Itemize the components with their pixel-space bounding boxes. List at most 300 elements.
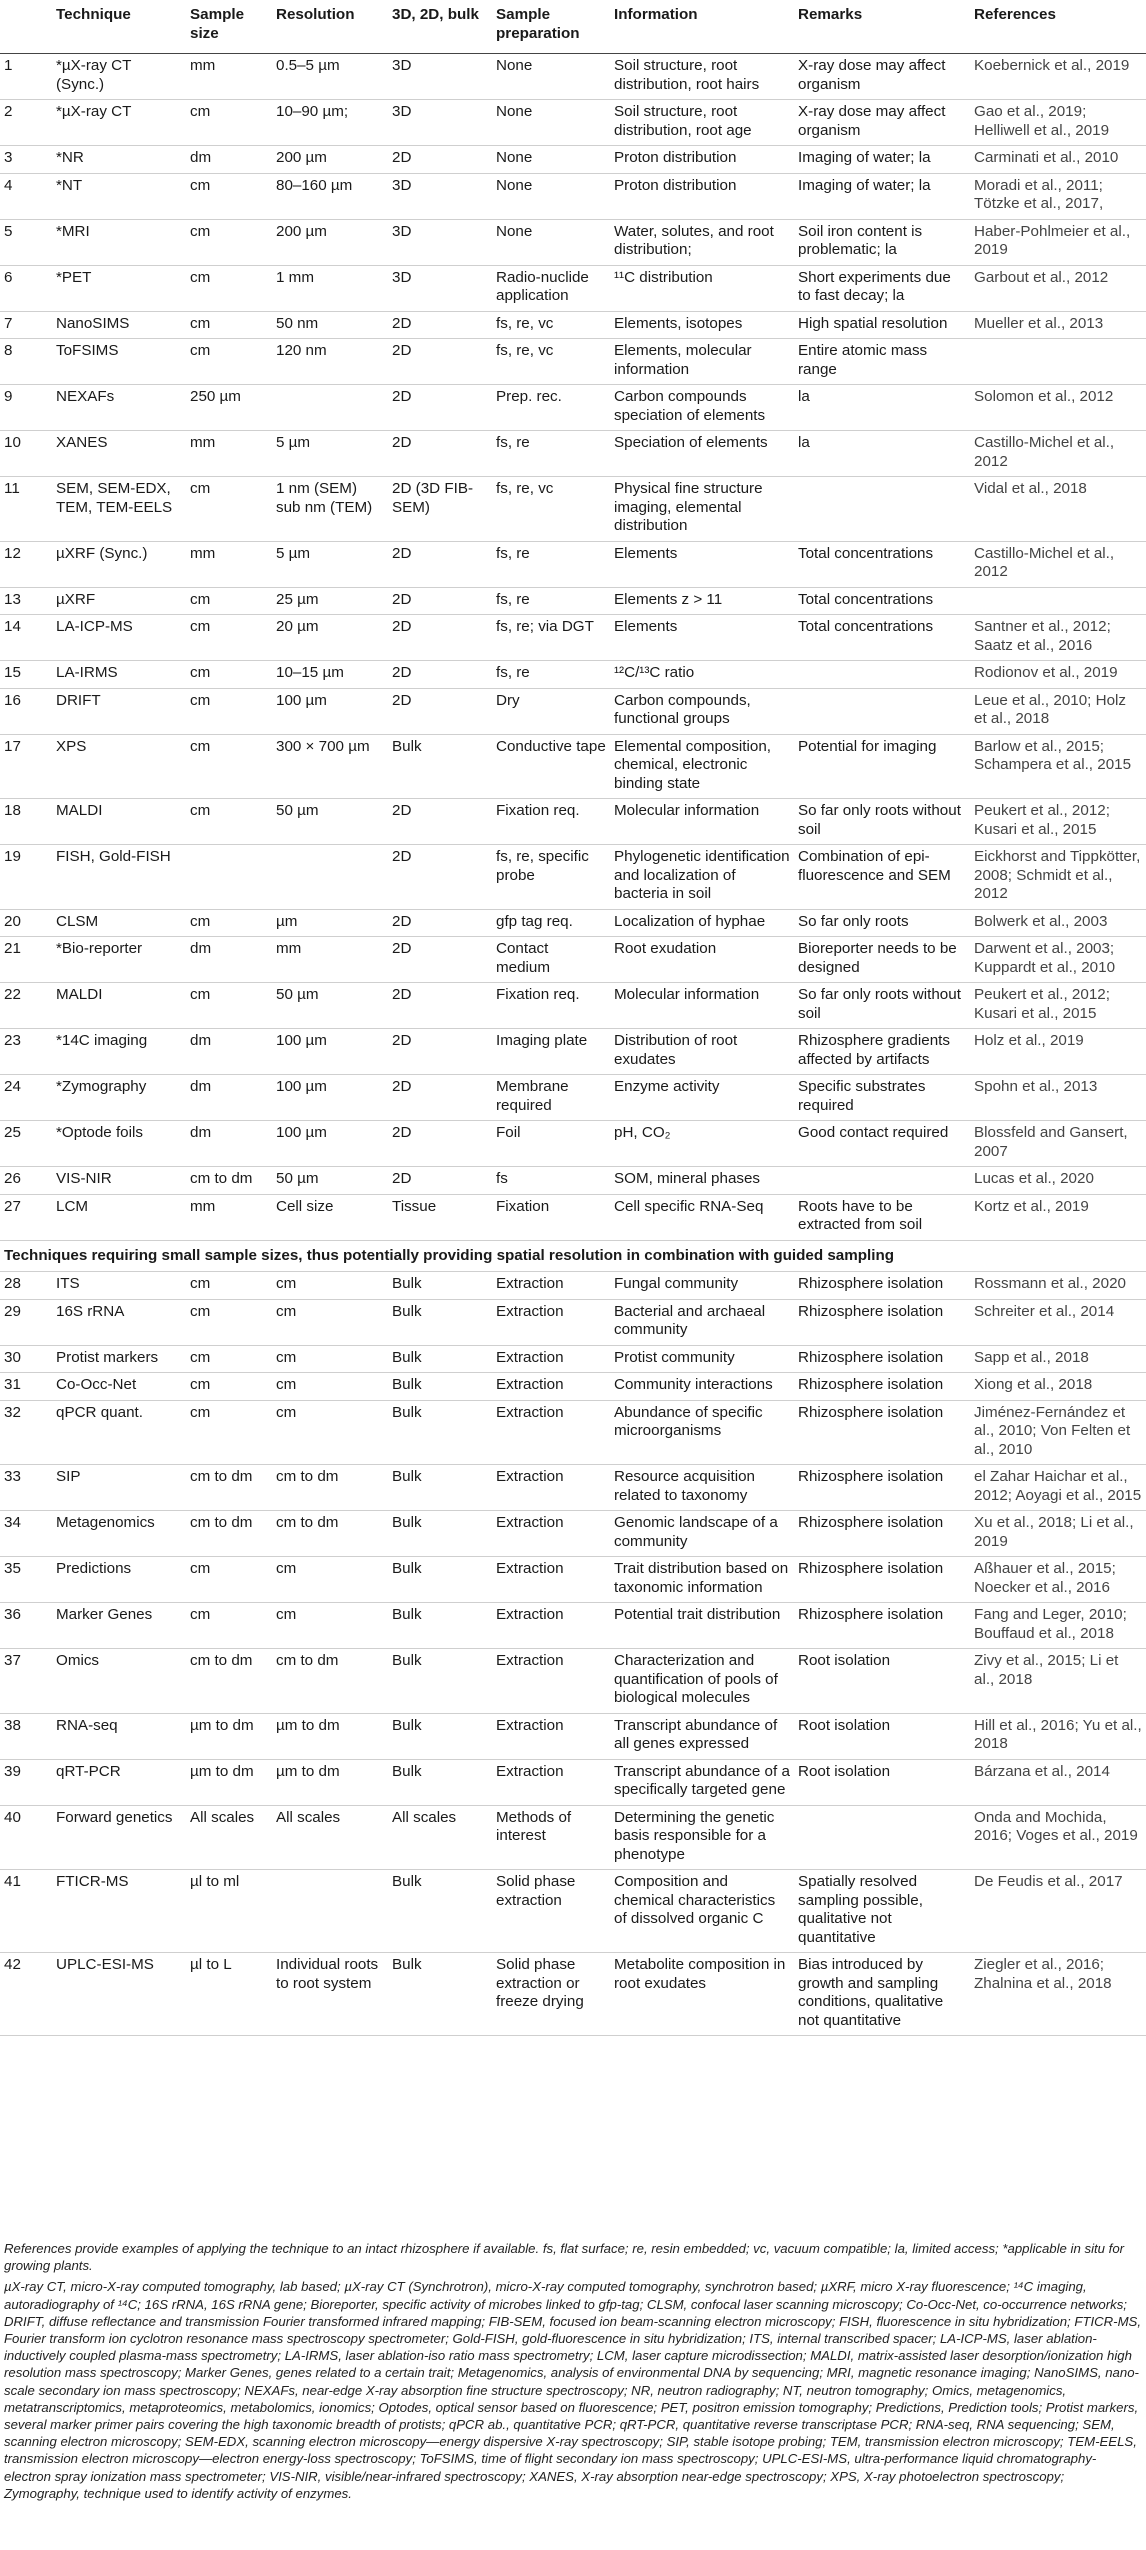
dimension-cell: 2D: [388, 937, 492, 983]
row-number: 14: [0, 615, 52, 661]
technique-cell: *Bio-reporter: [52, 937, 186, 983]
references-cell: Aßhauer et al., 2015; Noecker et al., 2016: [970, 1557, 1146, 1603]
section-header-row: [0, 1240, 1146, 1272]
references-cell: Bolwerk et al., 2003: [970, 909, 1146, 937]
technique-cell: *NR: [52, 146, 186, 174]
technique-cell: *Optode foils: [52, 1121, 186, 1167]
remarks-cell: Total concentrations: [794, 587, 970, 615]
preparation-cell: fs, re, vc: [492, 311, 610, 339]
preparation-cell: Methods of interest: [492, 1805, 610, 1870]
row-number: 2: [0, 100, 52, 146]
table-row: [0, 983, 1146, 1029]
footnote-references: References provide examples of applying the technique to an intact rhizosphere if available. fs, flat surface; re, resin embedded; vc, vacuum compatible; la, limited access; *applicable in situ for growing plants.: [4, 2241, 1125, 2274]
dimension-cell: 2D: [388, 688, 492, 734]
technique-cell: CLSM: [52, 909, 186, 937]
preparation-cell: fs, re: [492, 661, 610, 689]
row-number: 38: [0, 1713, 52, 1759]
remarks-cell: Rhizosphere isolation: [794, 1557, 970, 1603]
row-number: 31: [0, 1373, 52, 1401]
remarks-cell: Bias introduced by growth and sampling conditions, qualitative not quantitative: [794, 1953, 970, 2036]
dimension-cell: 3D: [388, 219, 492, 265]
references-cell: Koebernick et al., 2019: [970, 54, 1146, 100]
table-row: [0, 311, 1146, 339]
resolution-cell: 50 nm: [272, 311, 388, 339]
table-section: [0, 1240, 1146, 1272]
references-cell: Xu et al., 2018; Li et al., 2019: [970, 1511, 1146, 1557]
dimension-cell: Bulk: [388, 1345, 492, 1373]
remarks-cell: Total concentrations: [794, 541, 970, 587]
preparation-cell: Solid phase extraction or freeze drying: [492, 1953, 610, 2036]
dimension-cell: 2D: [388, 339, 492, 385]
resolution-cell: Cell size: [272, 1194, 388, 1240]
dimension-cell: 2D: [388, 845, 492, 910]
information-cell: Trait distribution based on taxonomic information: [610, 1557, 794, 1603]
information-cell: Protist community: [610, 1345, 794, 1373]
row-number: 21: [0, 937, 52, 983]
preparation-cell: Extraction: [492, 1299, 610, 1345]
row-number: 39: [0, 1759, 52, 1805]
dimension-cell: 2D: [388, 799, 492, 845]
table-row: [0, 100, 1146, 146]
row-number: 9: [0, 385, 52, 431]
remarks-cell: Total concentrations: [794, 615, 970, 661]
information-cell: Carbon compounds, functional groups: [610, 688, 794, 734]
remarks-cell: Spatially resolved sampling possible, qualitative not quantitative: [794, 1870, 970, 1953]
technique-cell: qPCR quant.: [52, 1400, 186, 1465]
dimension-cell: 3D: [388, 265, 492, 311]
sample-size-cell: cm to dm: [186, 1649, 272, 1714]
references-cell: Garbout et al., 2012: [970, 265, 1146, 311]
information-cell: Metabolite composition in root exudates: [610, 1953, 794, 2036]
references-cell: Spohn et al., 2013: [970, 1075, 1146, 1121]
row-number: 12: [0, 541, 52, 587]
table-footnotes: [4, 2240, 1142, 2506]
sample-size-cell: cm: [186, 688, 272, 734]
row-number: 3: [0, 146, 52, 174]
information-cell: Physical fine structure imaging, elemental distribution: [610, 477, 794, 542]
resolution-cell: cm: [272, 1299, 388, 1345]
technique-cell: NanoSIMS: [52, 311, 186, 339]
references-cell: Carminati et al., 2010: [970, 146, 1146, 174]
dimension-cell: 2D: [388, 311, 492, 339]
remarks-cell: So far only roots without soil: [794, 983, 970, 1029]
remarks-cell: So far only roots without soil: [794, 799, 970, 845]
table-row: [0, 615, 1146, 661]
remarks-cell: Rhizosphere isolation: [794, 1299, 970, 1345]
information-cell: Transcript abundance of all genes expressed: [610, 1713, 794, 1759]
technique-cell: Metagenomics: [52, 1511, 186, 1557]
preparation-cell: Fixation req.: [492, 983, 610, 1029]
information-cell: Composition and chemical characteristics of dissolved organic C: [610, 1870, 794, 1953]
information-cell: Molecular information: [610, 799, 794, 845]
sample-size-cell: cm: [186, 265, 272, 311]
row-number: 27: [0, 1194, 52, 1240]
table-row: [0, 587, 1146, 615]
resolution-cell: Individual roots to root system: [272, 1953, 388, 2036]
table-header-row: [0, 0, 1146, 54]
table-row: [0, 1805, 1146, 1870]
preparation-cell: fs, re: [492, 541, 610, 587]
sample-size-cell: 250 µm: [186, 385, 272, 431]
references-cell: Ziegler et al., 2016; Zhalnina et al., 2018: [970, 1953, 1146, 2036]
table-row: [0, 1194, 1146, 1240]
resolution-cell: cm to dm: [272, 1649, 388, 1714]
resolution-cell: 10–90 µm;: [272, 100, 388, 146]
preparation-cell: fs, re, specific probe: [492, 845, 610, 910]
header-technique: Technique: [52, 0, 186, 54]
technique-cell: µXRF: [52, 587, 186, 615]
references-cell: Castillo-Michel et al., 2012: [970, 431, 1146, 477]
remarks-cell: la: [794, 385, 970, 431]
row-number: 40: [0, 1805, 52, 1870]
row-number: 32: [0, 1400, 52, 1465]
table-row: [0, 385, 1146, 431]
resolution-cell: 20 µm: [272, 615, 388, 661]
remarks-cell: So far only roots: [794, 909, 970, 937]
row-number: 16: [0, 688, 52, 734]
information-cell: Root exudation: [610, 937, 794, 983]
dimension-cell: Bulk: [388, 1557, 492, 1603]
dimension-cell: Bulk: [388, 734, 492, 799]
row-number: 15: [0, 661, 52, 689]
remarks-cell: Potential for imaging: [794, 734, 970, 799]
sample-size-cell: mm: [186, 1194, 272, 1240]
preparation-cell: Extraction: [492, 1373, 610, 1401]
technique-cell: *µX-ray CT (Sync.): [52, 54, 186, 100]
information-cell: Elements, isotopes: [610, 311, 794, 339]
preparation-cell: Contact medium: [492, 937, 610, 983]
sample-size-cell: cm: [186, 311, 272, 339]
table-row: [0, 1649, 1146, 1714]
information-cell: pH, CO₂: [610, 1121, 794, 1167]
preparation-cell: Extraction: [492, 1345, 610, 1373]
dimension-cell: Bulk: [388, 1603, 492, 1649]
technique-cell: NEXAFs: [52, 385, 186, 431]
table-row: [0, 937, 1146, 983]
technique-cell: ITS: [52, 1272, 186, 1300]
references-cell: [970, 587, 1146, 615]
information-cell: Phylogenetic identification and localization of bacteria in soil: [610, 845, 794, 910]
table-row: [0, 1511, 1146, 1557]
remarks-cell: Root isolation: [794, 1713, 970, 1759]
preparation-cell: None: [492, 54, 610, 100]
sample-size-cell: [186, 845, 272, 910]
dimension-cell: 2D: [388, 385, 492, 431]
references-cell: Bárzana et al., 2014: [970, 1759, 1146, 1805]
preparation-cell: Fixation: [492, 1194, 610, 1240]
resolution-cell: 50 µm: [272, 983, 388, 1029]
dimension-cell: 3D: [388, 54, 492, 100]
sample-size-cell: cm: [186, 1345, 272, 1373]
resolution-cell: µm to dm: [272, 1713, 388, 1759]
information-cell: Abundance of specific microorganisms: [610, 1400, 794, 1465]
remarks-cell: [794, 661, 970, 689]
dimension-cell: Bulk: [388, 1953, 492, 2036]
remarks-cell: la: [794, 431, 970, 477]
references-cell: Gao et al., 2019; Helliwell et al., 2019: [970, 100, 1146, 146]
row-number: 17: [0, 734, 52, 799]
information-cell: ¹²C/¹³C ratio: [610, 661, 794, 689]
sample-size-cell: dm: [186, 1075, 272, 1121]
dimension-cell: 2D: [388, 146, 492, 174]
dimension-cell: Bulk: [388, 1511, 492, 1557]
preparation-cell: Extraction: [492, 1400, 610, 1465]
dimension-cell: Bulk: [388, 1373, 492, 1401]
information-cell: Elements: [610, 615, 794, 661]
remarks-cell: [794, 1167, 970, 1195]
information-cell: Soil structure, root distribution, root hairs: [610, 54, 794, 100]
technique-cell: DRIFT: [52, 688, 186, 734]
row-number: 36: [0, 1603, 52, 1649]
technique-cell: *MRI: [52, 219, 186, 265]
resolution-cell: 200 µm: [272, 219, 388, 265]
remarks-cell: High spatial resolution: [794, 311, 970, 339]
sample-size-cell: cm: [186, 1272, 272, 1300]
resolution-cell: [272, 845, 388, 910]
preparation-cell: Radio-nuclide application: [492, 265, 610, 311]
table-row: [0, 1299, 1146, 1345]
sample-size-cell: cm: [186, 1557, 272, 1603]
row-number: 33: [0, 1465, 52, 1511]
references-cell: Schreiter et al., 2014: [970, 1299, 1146, 1345]
sample-size-cell: cm: [186, 615, 272, 661]
preparation-cell: Extraction: [492, 1272, 610, 1300]
technique-cell: XPS: [52, 734, 186, 799]
resolution-cell: 25 µm: [272, 587, 388, 615]
sample-size-cell: µm to dm: [186, 1713, 272, 1759]
row-number: 23: [0, 1029, 52, 1075]
remarks-cell: Roots have to be extracted from soil: [794, 1194, 970, 1240]
sample-size-cell: cm: [186, 477, 272, 542]
preparation-cell: Extraction: [492, 1465, 610, 1511]
resolution-cell: 120 nm: [272, 339, 388, 385]
remarks-cell: Rhizosphere isolation: [794, 1511, 970, 1557]
sample-size-cell: cm: [186, 173, 272, 219]
resolution-cell: 100 µm: [272, 1121, 388, 1167]
dimension-cell: 2D: [388, 541, 492, 587]
row-number: 22: [0, 983, 52, 1029]
table-row: [0, 219, 1146, 265]
table-row: [0, 1075, 1146, 1121]
references-cell: Leue et al., 2010; Holz et al., 2018: [970, 688, 1146, 734]
table-row: [0, 688, 1146, 734]
preparation-cell: Extraction: [492, 1649, 610, 1714]
section-title: Techniques requiring small sample sizes, thus potentially providing spatial resolution in combination with guided sampling: [0, 1240, 1146, 1272]
references-cell: Darwent et al., 2003; Kuppardt et al., 2010: [970, 937, 1146, 983]
information-cell: ¹¹C distribution: [610, 265, 794, 311]
preparation-cell: Extraction: [492, 1603, 610, 1649]
dimension-cell: 2D: [388, 1029, 492, 1075]
technique-cell: *PET: [52, 265, 186, 311]
references-cell: Peukert et al., 2012; Kusari et al., 2015: [970, 799, 1146, 845]
sample-size-cell: µl to L: [186, 1953, 272, 2036]
references-cell: Fang and Leger, 2010; Bouffaud et al., 2018: [970, 1603, 1146, 1649]
table-row: [0, 799, 1146, 845]
resolution-cell: 200 µm: [272, 146, 388, 174]
remarks-cell: Rhizosphere isolation: [794, 1465, 970, 1511]
information-cell: Proton distribution: [610, 146, 794, 174]
row-number: 8: [0, 339, 52, 385]
resolution-cell: 100 µm: [272, 1075, 388, 1121]
sample-size-cell: cm: [186, 1299, 272, 1345]
references-cell: Santner et al., 2012; Saatz et al., 2016: [970, 615, 1146, 661]
row-number: 5: [0, 219, 52, 265]
table-row: [0, 477, 1146, 542]
preparation-cell: Extraction: [492, 1511, 610, 1557]
table-row: [0, 909, 1146, 937]
technique-cell: SEM, SEM-EDX, TEM, TEM-EELS: [52, 477, 186, 542]
sample-size-cell: dm: [186, 1029, 272, 1075]
technique-cell: Co-Occ-Net: [52, 1373, 186, 1401]
technique-cell: Omics: [52, 1649, 186, 1714]
information-cell: Proton distribution: [610, 173, 794, 219]
header-num: [0, 0, 52, 54]
technique-cell: SIP: [52, 1465, 186, 1511]
table-row: [0, 734, 1146, 799]
information-cell: Potential trait distribution: [610, 1603, 794, 1649]
table-row: [0, 1557, 1146, 1603]
table-row: [0, 1121, 1146, 1167]
preparation-cell: Fixation req.: [492, 799, 610, 845]
sample-size-cell: cm: [186, 734, 272, 799]
header-sample-size: Sample size: [186, 0, 272, 54]
technique-cell: MALDI: [52, 983, 186, 1029]
sample-size-cell: cm: [186, 219, 272, 265]
dimension-cell: 3D: [388, 100, 492, 146]
technique-cell: Predictions: [52, 1557, 186, 1603]
header-sample-preparation: Sample preparation: [492, 0, 610, 54]
technique-cell: *14C imaging: [52, 1029, 186, 1075]
remarks-cell: Short experiments due to fast decay; la: [794, 265, 970, 311]
information-cell: Determining the genetic basis responsible for a phenotype: [610, 1805, 794, 1870]
row-number: 4: [0, 173, 52, 219]
preparation-cell: None: [492, 146, 610, 174]
table-row: [0, 1167, 1146, 1195]
dimension-cell: Bulk: [388, 1649, 492, 1714]
information-cell: Genomic landscape of a community: [610, 1511, 794, 1557]
resolution-cell: 5 µm: [272, 431, 388, 477]
header-resolution: Resolution: [272, 0, 388, 54]
resolution-cell: mm: [272, 937, 388, 983]
information-cell: Water, solutes, and root distribution;: [610, 219, 794, 265]
references-cell: Vidal et al., 2018: [970, 477, 1146, 542]
remarks-cell: Specific substrates required: [794, 1075, 970, 1121]
technique-cell: LCM: [52, 1194, 186, 1240]
resolution-cell: 10–15 µm: [272, 661, 388, 689]
resolution-cell: All scales: [272, 1805, 388, 1870]
preparation-cell: None: [492, 100, 610, 146]
table-row: [0, 339, 1146, 385]
resolution-cell: 100 µm: [272, 1029, 388, 1075]
information-cell: Localization of hyphae: [610, 909, 794, 937]
dimension-cell: 2D: [388, 909, 492, 937]
technique-cell: 16S rRNA: [52, 1299, 186, 1345]
technique-cell: Forward genetics: [52, 1805, 186, 1870]
table-row: [0, 1870, 1146, 1953]
preparation-cell: fs, re; via DGT: [492, 615, 610, 661]
resolution-cell: 1 mm: [272, 265, 388, 311]
preparation-cell: Imaging plate: [492, 1029, 610, 1075]
technique-cell: Marker Genes: [52, 1603, 186, 1649]
sample-size-cell: cm: [186, 1400, 272, 1465]
resolution-cell: µm to dm: [272, 1759, 388, 1805]
resolution-cell: µm: [272, 909, 388, 937]
preparation-cell: Extraction: [492, 1713, 610, 1759]
technique-cell: ToFSIMS: [52, 339, 186, 385]
preparation-cell: Extraction: [492, 1557, 610, 1603]
preparation-cell: Foil: [492, 1121, 610, 1167]
preparation-cell: Prep. rec.: [492, 385, 610, 431]
technique-cell: XANES: [52, 431, 186, 477]
information-cell: Soil structure, root distribution, root age: [610, 100, 794, 146]
technique-cell: FTICR-MS: [52, 1870, 186, 1953]
preparation-cell: fs, re: [492, 431, 610, 477]
remarks-cell: X-ray dose may affect organism: [794, 54, 970, 100]
resolution-cell: 5 µm: [272, 541, 388, 587]
information-cell: Resource acquisition related to taxonomy: [610, 1465, 794, 1511]
dimension-cell: 2D: [388, 431, 492, 477]
technique-cell: RNA-seq: [52, 1713, 186, 1759]
preparation-cell: Extraction: [492, 1759, 610, 1805]
resolution-cell: 0.5–5 µm: [272, 54, 388, 100]
references-cell: De Feudis et al., 2017: [970, 1870, 1146, 1953]
dimension-cell: 3D: [388, 173, 492, 219]
technique-cell: UPLC-ESI-MS: [52, 1953, 186, 2036]
sample-size-cell: mm: [186, 431, 272, 477]
header-remarks: Remarks: [794, 0, 970, 54]
preparation-cell: Membrane required: [492, 1075, 610, 1121]
footnote-abbreviations: µX-ray CT, micro-X-ray computed tomography, lab based; µX-ray CT (Synchrotron), micro-X-ray computed tomography, synchrotron based; µXRF, micro X-ray fluorescence; ¹⁴C imaging, autoradiography of ¹⁴C; 16S rRNA, 16S rRNA gene; Bioreporter, specific activity of microbes linked to gfp-tag; CLSM, confocal laser scanning microscopy; Co-Occ-Net, co-occurrence networks; DRIFT, diffuse reflectance and transmission Fourier transformed infrared mapping; FIB-SEM, focused ion beam-scanning electron microscopy; FISH, fluorescence in situ hybridization; FTICR-MS, Fourier transform ion cyclotron resonance mass spectroscopy spectrometer; Gold-FISH, gold-fluorescence in situ hybridization; ITS, internal transcribed spacer; LA-ICP-MS, laser ablation-inductively coupled plasma-mass spectrometry; LA-IRMS, laser ablation-iso ratio mass spectrometry; LCM, laser capture microdissection; MALDI, matrix-assisted laser desorption/ionization high resolution mass spectroscopy; Marker Genes, genes related to a certain trait; Metagenomics, analysis of environmental DNA by sequencing; MRI, magnetic resonance imaging; NanoSIMS, nano-scale secondary ion mass spectroscopy; NEXAFs, near-edge X-ray absorption fine structure spectroscopy; NR, neutron radiography; NT, neutron tomography; Omics, metagenomics, metatranscriptomics, metaproteomics, metabolomics, ionomics; Optodes, optical sensor based on fluorescence; PET, positron emission tomography; Predictions, Prediction tools; Protist markers, several marker primer pairs covering the high taxonomic breadth of protists; qPCR ab., quantitative PCR; qRT-PCR, quantitative reverse transcriptase PCR; RNA-seq, RNA sequencing; SEM, scanning electron microscopy; SEM-EDX, scanning electron microscopy—energy dispersive X-ray spectroscopy; SIP, stable isotope probing; TEM, transmission electron microscopy; TEM-EELS, transmission electron microscopy—electron energy-loss spectroscopy; ToFSIMS, time of flight secondary ion mass spectroscopy; UPLC-ESI-MS, ultra-performance liquid chromatography-electron spray ionization mass spectrometer; VIS-NIR, visible/near-infrared spectroscopy; XANES, X-ray absorption near-edge spectroscopy; XPS, X-ray photoelectron spectroscopy; Zymography, technique used to identify activity of enzymes.: [4, 2279, 1142, 2501]
references-cell: Rossmann et al., 2020: [970, 1272, 1146, 1300]
references-cell: Xiong et al., 2018: [970, 1373, 1146, 1401]
table-row: [0, 1603, 1146, 1649]
table-row: [0, 1465, 1146, 1511]
information-cell: Elements, molecular information: [610, 339, 794, 385]
sample-size-cell: cm to dm: [186, 1511, 272, 1557]
row-number: 26: [0, 1167, 52, 1195]
resolution-cell: 80–160 µm: [272, 173, 388, 219]
sample-size-cell: cm: [186, 909, 272, 937]
table-row: [0, 541, 1146, 587]
row-number: 7: [0, 311, 52, 339]
resolution-cell: cm: [272, 1557, 388, 1603]
remarks-cell: Rhizosphere isolation: [794, 1400, 970, 1465]
information-cell: Bacterial and archaeal community: [610, 1299, 794, 1345]
remarks-cell: Rhizosphere isolation: [794, 1345, 970, 1373]
sample-size-cell: cm: [186, 983, 272, 1029]
sample-size-cell: dm: [186, 937, 272, 983]
dimension-cell: Bulk: [388, 1299, 492, 1345]
technique-cell: VIS-NIR: [52, 1167, 186, 1195]
resolution-cell: cm: [272, 1400, 388, 1465]
technique-cell: *Zymography: [52, 1075, 186, 1121]
row-number: 1: [0, 54, 52, 100]
references-cell: Moradi et al., 2011; Tötzke et al., 2017,: [970, 173, 1146, 219]
row-number: 42: [0, 1953, 52, 2036]
resolution-cell: cm: [272, 1373, 388, 1401]
remarks-cell: Root isolation: [794, 1759, 970, 1805]
table-row: [0, 845, 1146, 910]
sample-size-cell: cm: [186, 1373, 272, 1401]
references-cell: Solomon et al., 2012: [970, 385, 1146, 431]
dimension-cell: Bulk: [388, 1759, 492, 1805]
dimension-cell: 2D: [388, 1121, 492, 1167]
references-cell: Rodionov et al., 2019: [970, 661, 1146, 689]
sample-size-cell: All scales: [186, 1805, 272, 1870]
preparation-cell: Solid phase extraction: [492, 1870, 610, 1953]
table-body-imaging: [0, 54, 1146, 1241]
dimension-cell: Bulk: [388, 1713, 492, 1759]
